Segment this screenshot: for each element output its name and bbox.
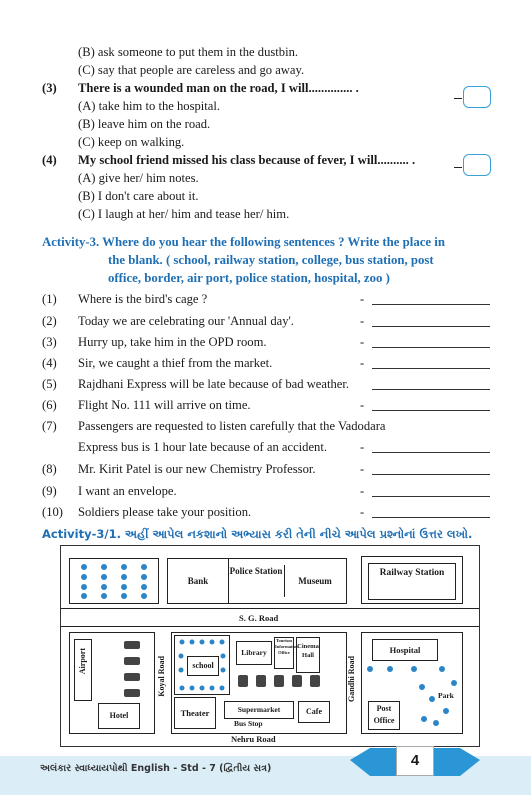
item-sentence: Passengers are requested to listen carefully that the Vadodara [78,419,386,433]
park-top-left [69,558,159,604]
answer-dash [454,167,462,168]
question-text: There is a wounded man on the road, I will.............. . [78,81,359,95]
bank: Bank [168,559,229,603]
item-number: (1) [42,292,57,306]
museum: Museum [298,576,332,586]
activity-heading: Activity-3. Where do you hear the following sentences ? Write the place in [42,235,445,249]
city-map [60,545,480,747]
item-number: (8) [42,462,57,476]
answer-blank[interactable] [372,389,490,390]
item-number: (6) [42,398,57,412]
option-a: (A) take him to the hospital. [78,99,220,113]
sg-road: S. G. Road [239,613,279,623]
item-sentence: Mr. Kirit Patel is our new Chemistry Professor. [78,462,316,476]
answer-box[interactable] [463,86,491,108]
item-number: (5) [42,377,57,391]
option-a: (A) give her/ him notes. [78,171,199,185]
answer-blank[interactable] [372,496,490,497]
answer-blank[interactable] [372,452,490,453]
item-number: (10) [42,505,63,519]
answer-blank[interactable] [372,326,490,327]
blank-dash: - [360,484,365,498]
bus-stop: Bus Stop [234,719,263,728]
gandhi-road: Gandhi Road [347,656,356,703]
footer-text: અલંકાર સ્વાધ્યાયપોથી English - Std - 7 (દ્વિતીય સત્ર) [40,763,272,774]
answer-blank[interactable] [372,410,490,411]
blank-dash: - [360,335,365,349]
hotel: Hotel [98,703,140,729]
answer-blank[interactable] [372,474,490,475]
bank-police-museum-block [167,558,347,604]
item-number: (7) [42,419,57,433]
airport-hotel-block [69,632,155,734]
item-sentence: Flight No. 111 will arrive on time. [78,398,251,412]
cafe: Cafe [298,701,330,723]
blank-dash: - [360,398,365,412]
center-block [171,632,347,734]
answer-blank[interactable] [372,304,490,305]
school: school [187,656,219,676]
sg-road-line-top [61,608,479,609]
item-sentence: Hurry up, take him in the OPD room. [78,335,267,349]
hospital-park-block [361,632,463,734]
bus-icons [236,673,346,689]
item-sentence: Today we are celebrating our 'Annual day'. [78,314,294,328]
option-b: (B) leave him on the road. [78,117,211,131]
option-c: (C) say that people are careless and go away. [78,63,305,77]
option-b: (B) ask someone to put them in the dustbin. [78,45,299,59]
item-sentence: Sir, we caught a thief from the market. [78,356,273,370]
item-sentence: Rajdhani Express will be late because of bad weather. [78,377,350,391]
supermarket: Supermarket [224,701,294,719]
activity-heading-line3: office, border, air port, police station, hospital, zoo ) [108,271,390,285]
car-icons [122,639,146,699]
question-number: (3) [42,81,57,95]
blank-dash: - [360,440,365,454]
blank-dash: - [360,292,365,306]
question-number: (4) [42,153,57,167]
hospital: Hospital [372,639,438,661]
answer-box[interactable] [463,154,491,176]
tourism-office: Tourism Information Office [274,637,294,669]
blank-dash: - [360,314,365,328]
option-c: (C) keep on walking. [78,135,185,149]
theater: Theater [174,697,216,729]
item-sentence: Soldiers please take your position. [78,505,252,519]
item-number: (3) [42,335,57,349]
post-office: Post Office [368,701,400,730]
blank-dash: - [360,356,365,370]
page-number: 4 [396,746,434,776]
item-number: (4) [42,356,57,370]
police-station: Police Station [228,565,285,597]
item-sentence: Express bus is 1 hour late because of an accident. [78,440,327,454]
item-number: (9) [42,484,57,498]
option-c: (C) I laugh at her/ him and tease her/ him. [78,207,290,221]
answer-blank[interactable] [372,347,490,348]
koyal-road: Koyal Road [157,656,166,697]
answer-blank[interactable] [372,517,490,518]
item-sentence: I want an envelope. [78,484,177,498]
cinema-hall: Cinema Hall [296,637,320,673]
park: Park [438,691,454,700]
library: Library [236,641,272,665]
question-text: My school friend missed his class because of fever, I will.......... . [78,153,416,167]
answer-dash [454,98,462,99]
airport: Airport [78,648,87,675]
tree-dots [70,559,158,603]
item-sentence: Where is the bird's cage ? [78,292,208,306]
blank-dash: - [360,462,365,476]
railway-station-block [361,556,463,604]
option-b: (B) I don't care about it. [78,189,199,203]
nehru-road: Nehru Road [231,734,276,744]
item-number: (2) [42,314,57,328]
blank-dash: - [360,505,365,519]
activity-31-heading: Activity-3/1. અહીં આપેલ નકશાનો અભ્યાસ કરી તેની નીચે આપેલ પ્રશ્નોનાં ઉત્તર લખો. [42,527,473,541]
activity-heading-line2: the blank. ( school, railway station, college, bus station, post [108,253,434,267]
railway-station: Railway Station [368,563,456,600]
answer-blank[interactable] [372,368,490,369]
sg-road-line-bottom [61,626,479,627]
